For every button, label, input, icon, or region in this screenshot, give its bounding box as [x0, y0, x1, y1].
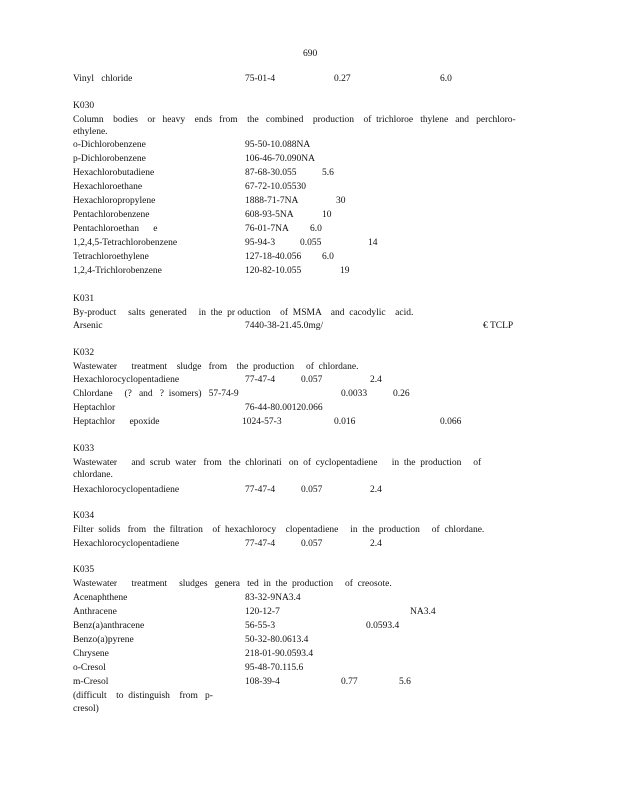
constituent-name: Hexachlorocyclopentadiene — [73, 375, 180, 385]
constituent-value: 30 — [336, 196, 346, 206]
waste-description: Wastewater treatment sludge from the production of chlordane. — [73, 362, 359, 372]
constituent-data: 608-93-5NA — [245, 210, 294, 220]
constituent-data: 1024-57-3 — [242, 417, 282, 427]
constituent-value: 5.6 — [322, 168, 334, 178]
constituent-note: (difficult to distinguish from p- — [73, 691, 213, 701]
constituent-name: Anthracene — [73, 607, 117, 617]
constituent-name: o-Dichlorobenzene — [73, 140, 146, 150]
constituent-name: Pentachloroethan e — [73, 224, 158, 234]
constituent-value: 0.77 — [341, 677, 358, 687]
constituent-value: 0.057 — [301, 485, 323, 495]
waste-description: Column bodies or heavy ends from the combined production of trichloroe thylene and perchloro- — [73, 115, 516, 125]
constituent-data: 106-46-70.090NA — [245, 154, 315, 164]
constituent-data: 77-47-4 — [245, 485, 276, 495]
entry-value: 6.0 — [440, 74, 452, 84]
waste-code: K034 — [73, 511, 95, 521]
constituent-name: Benzo(a)pyrene — [73, 635, 134, 645]
constituent-name: Tetrachloroethylene — [73, 252, 149, 262]
constituent-data: 67-72-10.05530 — [245, 182, 306, 192]
constituent-name: Arsenic — [73, 321, 103, 331]
constituent-name: Hexachloroethane — [73, 182, 143, 192]
constituent-name: 1,2,4-Trichlorobenzene — [73, 266, 162, 276]
constituent-name: Hexachlorocyclopentadiene — [73, 485, 180, 495]
constituent-name: Hexachlorocyclopentadiene — [73, 539, 180, 549]
constituent-value: € TCLP — [483, 321, 514, 331]
constituent-name: Pentachlorobenzene — [73, 210, 150, 220]
constituent-name: m-Cresol — [73, 677, 109, 687]
waste-code: K030 — [73, 101, 95, 111]
constituent-data: 127-18-40.056 — [245, 252, 302, 262]
constituent-value: 2.4 — [370, 539, 382, 549]
constituent-value: 10 — [322, 210, 332, 220]
constituent-name: p-Dichlorobenzene — [73, 154, 146, 164]
constituent-data: 87-68-30.055 — [245, 168, 297, 178]
waste-description: By-product salts generated in the pr oduction of MSMA and cacodylic acid. — [73, 308, 414, 318]
constituent-data: 120-12-7 — [245, 607, 280, 617]
entry-cas: 75-01-4 — [245, 74, 276, 84]
entry-value: 0.27 — [334, 74, 351, 84]
constituent-data: 76-44-80.00120.066 — [245, 403, 323, 413]
constituent-data: 56-55-3 — [245, 621, 276, 631]
constituent-data: 76-01-7NA — [245, 224, 289, 234]
constituent-value: 0.016 — [334, 417, 356, 427]
constituent-value: 2.4 — [370, 485, 382, 495]
constituent-name: Hexachlorobutadiene — [73, 168, 155, 178]
constituent-note: cresol) — [73, 704, 99, 714]
waste-code: K031 — [73, 294, 95, 304]
constituent-name: Chlordane (? and ? isomers) 57-74-9 — [73, 389, 239, 399]
constituent-value: 5.6 — [399, 677, 411, 687]
constituent-value: 0.26 — [393, 389, 410, 399]
waste-description: ethylene. — [73, 127, 108, 137]
constituent-name: 1,2,4,5-Tetrachlorobenzene — [73, 238, 178, 248]
constituent-data: 95-50-10.088NA — [245, 140, 311, 150]
constituent-data: 108-39-4 — [245, 677, 280, 687]
waste-description: chlordane. — [73, 470, 113, 480]
constituent-value: 0.0593.4 — [366, 621, 400, 631]
constituent-data: 7440-38-21.45.0mg/ — [245, 321, 324, 331]
constituent-value: 0.0033 — [341, 389, 368, 399]
constituent-data: 218-01-90.0593.4 — [245, 649, 314, 659]
constituent-data: 95-94-3 — [245, 238, 276, 248]
waste-description: Wastewater treatment sludges genera ted in the production of creosote. — [73, 579, 392, 589]
constituent-value: 19 — [340, 266, 350, 276]
constituent-name: Chrysene — [73, 649, 109, 659]
constituent-value: 2.4 — [370, 375, 382, 385]
constituent-value: NA3.4 — [410, 607, 436, 617]
constituent-data: 50-32-80.0613.4 — [245, 635, 309, 645]
waste-description: Filter solids from the filtration of hexachlorocy clopentadiene in the production of chlordane. — [73, 525, 485, 535]
entry-name: Vinyl chloride — [73, 74, 133, 84]
waste-code: K033 — [73, 444, 95, 454]
waste-description: Wastewater and scrub water from the chlorinati on of cyclopentadiene in the production of — [73, 458, 482, 468]
constituent-value: 6.0 — [322, 252, 334, 262]
constituent-name: Heptachlor epoxide — [73, 417, 160, 427]
constituent-data: 77-47-4 — [245, 539, 276, 549]
waste-code: K035 — [73, 565, 95, 575]
constituent-value: 0.055 — [300, 238, 322, 248]
constituent-name: o-Cresol — [73, 663, 106, 673]
constituent-data: 77-47-4 — [245, 375, 276, 385]
waste-code: K032 — [73, 348, 95, 358]
constituent-data: 1888-71-7NA — [245, 196, 299, 206]
constituent-name: Benz(a)anthracene — [73, 621, 145, 631]
constituent-name: Hexachloropropylene — [73, 196, 156, 206]
page-number: 690 — [303, 49, 318, 59]
constituent-data: 120-82-10.055 — [245, 266, 302, 276]
constituent-value: 0.066 — [440, 417, 462, 427]
constituent-name: Heptachlor — [73, 403, 116, 413]
constituent-data: 83-32-9NA3.4 — [245, 593, 301, 603]
constituent-value: 0.057 — [301, 375, 323, 385]
constituent-value: 14 — [368, 238, 378, 248]
constituent-data: 95-48-70.115.6 — [245, 663, 304, 673]
constituent-name: Acenaphthene — [73, 593, 128, 603]
constituent-value: 0.057 — [301, 539, 323, 549]
constituent-value: 6.0 — [310, 224, 322, 234]
